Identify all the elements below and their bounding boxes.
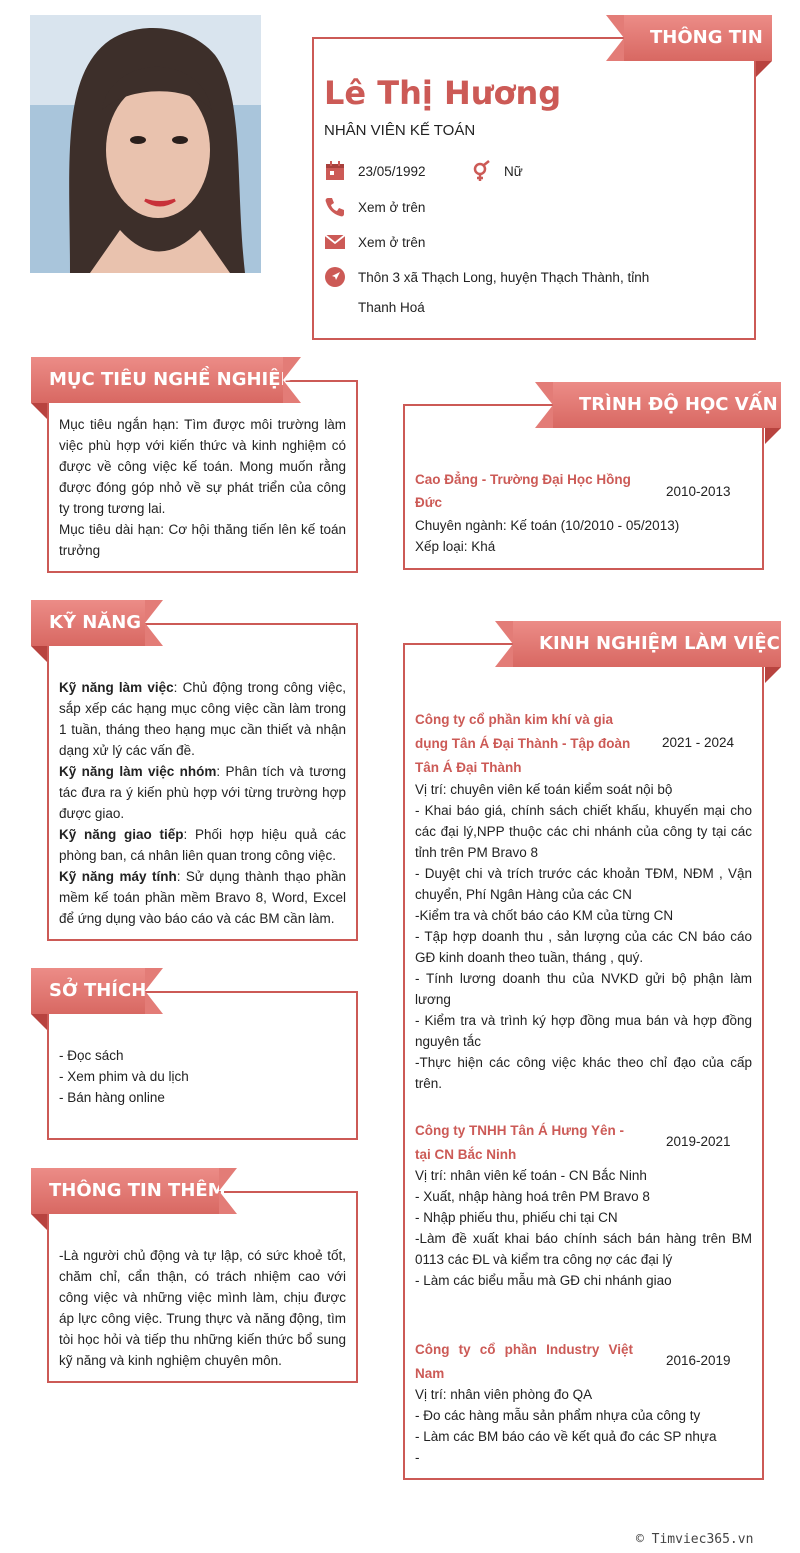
job-line: -Kiểm tra và chốt báo cáo KM của từng CN xyxy=(415,908,674,923)
job-line: - Tính lương doanh thu của NVKD gửi bộ phận làm lương xyxy=(415,971,752,1007)
job-company-line: dụng Tân Á Đại Thành - Tập đoàn xyxy=(415,736,631,751)
education-period: 2010-2013 xyxy=(666,484,731,499)
skill-item xyxy=(59,761,346,824)
email-row xyxy=(324,231,425,253)
skill-item xyxy=(59,866,346,929)
job-company-line: tại CN Bắc Ninh xyxy=(415,1147,517,1162)
job-line: Vị trí: nhân viên kế toán - CN Bắc Ninh xyxy=(415,1168,647,1183)
job-line: - Kiểm tra và trình ký hợp đồng mua bán và hợp đồng nguyên tắc xyxy=(415,1013,752,1049)
gender-value: Nữ xyxy=(504,163,523,179)
address-row xyxy=(324,266,649,288)
job-period: 2016-2019 xyxy=(666,1353,731,1368)
education-school xyxy=(415,469,655,513)
dob-row xyxy=(324,160,426,182)
skill-desc: : Phối hợp hiệu quả các phòng ban, cá nhân liên quan trong công việc. xyxy=(59,827,346,863)
info-ribbon xyxy=(624,15,772,61)
footer-watermark[interactable]: © Timviec365.vn xyxy=(636,1532,754,1547)
dob-value: 23/05/1992 xyxy=(358,163,426,179)
gender-icon xyxy=(470,160,492,182)
skills-ribbon xyxy=(31,600,145,646)
gender-row xyxy=(470,160,523,182)
job-line: - Khai báo giá, chính sách chiết khấu, khuyến mại cho các đại lý,NPP thuộc các chi nhánh của công ty tại các tỉnh trên PM Bravo 8 xyxy=(415,803,752,860)
job-company-line: Nam xyxy=(415,1366,445,1381)
extra-heading: THÔNG TIN THÊM xyxy=(49,1180,226,1201)
job-company xyxy=(415,1119,650,1167)
job-company-line: Công ty cổ phần kim khí và gia xyxy=(415,712,614,727)
skill-item xyxy=(59,824,346,866)
job-details xyxy=(415,1384,752,1468)
job-line: -Làm đề xuất khai báo chính sách bán hàng trên BM 0113 các ĐL và kiểm tra công nợ các đại lý xyxy=(415,1231,752,1267)
hobbies-ribbon xyxy=(31,968,145,1014)
skill-label: Kỹ năng làm việc xyxy=(59,680,174,695)
education-heading: TRÌNH ĐỘ HỌC VẤN xyxy=(579,394,778,415)
job-line: - Đo các hàng mẫu sản phẩm nhựa của công ty xyxy=(415,1408,701,1423)
job-line: - Nhập phiếu thu, phiếu chi tại CN xyxy=(415,1210,618,1225)
job-line: -Thực hiện các công việc khác theo chỉ đạo của cấp trên. xyxy=(415,1055,752,1091)
job-details xyxy=(415,779,752,1094)
job-company-line: Công ty cổ phần Industry Việt xyxy=(415,1342,633,1357)
job-company-line: Tân Á Đại Thành xyxy=(415,760,522,775)
job-line: - Làm các biểu mẫu mà GĐ chi nhánh giao xyxy=(415,1273,672,1288)
hobby-item: - Xem phim và du lịch xyxy=(59,1069,189,1084)
experience-heading: KINH NGHIỆM LÀM VIỆC xyxy=(539,633,780,654)
job-details xyxy=(415,1165,752,1291)
extra-ribbon xyxy=(31,1168,226,1214)
extra-text: -Là người chủ động và tự lập, có sức khoẻ tốt, chăm chỉ, cẩn thận, có trách nhiệm cao với công việc và những việc mình làm, chịu được áp lực công việc. Trung thực và năng động, tìm tòi học hỏi và tiếp thu những kiến thức bổ sung kỹ năng và kinh nghiệm chuyên môn. xyxy=(59,1248,346,1368)
education-school-line: Đức xyxy=(415,495,443,510)
objective-heading: MỤC TIÊU NGHỀ NGHIỆP xyxy=(49,369,294,390)
education-major: Chuyên ngành: Kế toán (10/2010 - 05/2013) xyxy=(415,518,680,533)
skill-label: Kỹ năng làm việc nhóm xyxy=(59,764,217,779)
skills-heading: KỸ NĂNG xyxy=(49,612,142,633)
skill-desc: : Phân tích và tương tác đưa ra ý kiến phù hợp với từng trường hợp được giao. xyxy=(59,764,346,821)
candidate-name: Lê Thị Hương xyxy=(324,74,562,112)
skill-label: Kỹ năng giao tiếp xyxy=(59,827,184,842)
email-icon xyxy=(324,231,346,253)
hobby-item: - Bán hàng online xyxy=(59,1090,165,1105)
job-line: - Làm các BM báo cáo về kết quả đo các SP nhựa xyxy=(415,1429,717,1444)
job-line: - Duyệt chi và trích trước các khoản TĐM, NĐM , Vận chuyển, Phí Ngân Hàng của các CN xyxy=(415,866,752,902)
info-heading: THÔNG TIN xyxy=(650,27,763,48)
education-grade: Xếp loại: Khá xyxy=(415,539,496,554)
phone-value: Xem ở trên xyxy=(358,199,426,215)
hobbies-heading: SỞ THÍCH xyxy=(49,980,147,1001)
job-line: - Xuất, nhập hàng hoá trên PM Bravo 8 xyxy=(415,1189,650,1204)
profile-photo xyxy=(30,15,261,273)
job-period: 2019-2021 xyxy=(666,1134,731,1149)
skill-desc: : Chủ động trong công việc, sắp xếp các hạng mục công việc cần làm trong 1 tuần, tháng theo hạng mục cần thiết và nhận dạng xử lý các vấn đề. xyxy=(59,680,347,758)
education-school-line: Cao Đẳng - Trường Đại Học Hồng xyxy=(415,472,631,487)
job-line: Vị trí: chuyên viên kế toán kiểm soát nội bộ xyxy=(415,782,673,797)
email-value: Xem ở trên xyxy=(358,234,426,250)
job-company xyxy=(415,708,650,780)
objective-ribbon xyxy=(31,357,294,403)
job-line: Vị trí: nhân viên phòng đo QA xyxy=(415,1387,593,1402)
location-icon xyxy=(324,266,346,288)
skill-desc: : Sử dụng thành thạo phần mềm kế toán phần mềm Bravo 8, Word, Excel để ứng dụng vào báo cáo và các BM cần làm. xyxy=(59,869,347,926)
candidate-title: NHÂN VIÊN KẾ TOÁN xyxy=(324,122,476,139)
objective-short: Mục tiêu ngắn hạn: Tìm được môi trường làm việc phù hợp với kiến thức và kinh nghiệm có được về công việc kế toán. Mong muốn rằng được đóng góp nhỏ về sự phát triển của công ty trong tương lai. xyxy=(59,417,346,516)
calendar-icon xyxy=(324,160,346,182)
job-company xyxy=(415,1338,633,1362)
job-company-line: Công ty TNHH Tân Á Hưng Yên - xyxy=(415,1123,625,1138)
hobbies-list xyxy=(59,1045,346,1108)
experience-ribbon xyxy=(513,621,781,667)
objective-long: Mục tiêu dài hạn: Cơ hội thăng tiến lên kế toán trưởng xyxy=(59,522,346,558)
skills-text xyxy=(59,677,346,929)
skill-item xyxy=(59,677,346,761)
skill-label: Kỹ năng máy tính xyxy=(59,869,177,884)
phone-icon xyxy=(324,196,346,218)
address-line-2: Thanh Hoá xyxy=(358,300,425,315)
job-period: 2021 - 2024 xyxy=(662,735,735,750)
phone-row xyxy=(324,196,425,218)
job-line: - xyxy=(415,1450,420,1465)
job-line: - Tập hợp doanh thu , sản lượng của các CN báo cáo GĐ kinh doanh theo tuần, tháng , quý. xyxy=(415,929,752,965)
hobby-item: - Đọc sách xyxy=(59,1048,124,1063)
address-line-1: Thôn 3 xã Thạch Long, huyện Thạch Thành, tỉnh xyxy=(358,269,650,285)
objective-text xyxy=(59,414,346,561)
job-company xyxy=(415,1362,444,1386)
education-ribbon xyxy=(553,382,781,428)
